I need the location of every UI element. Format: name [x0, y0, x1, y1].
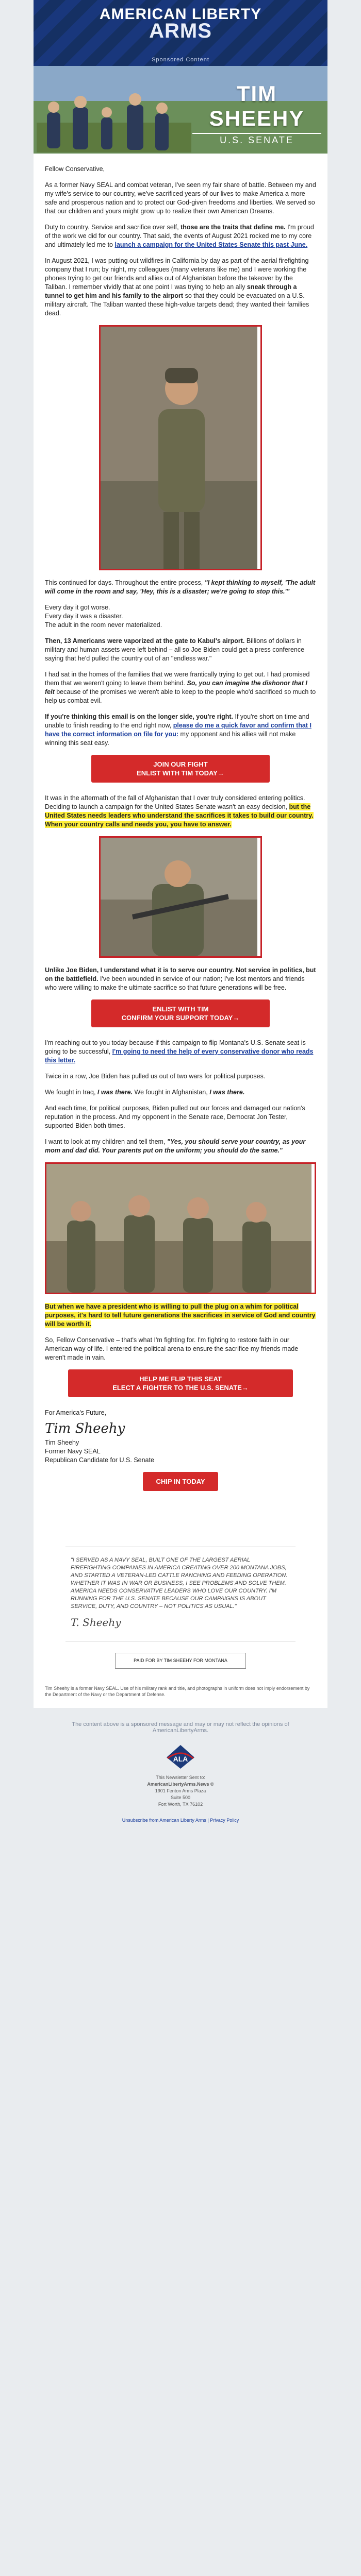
- join-fight-button[interactable]: JOIN OUR FIGHT ENLIST WITH TIM TODAY→: [91, 755, 270, 783]
- highlighted-text: But when we have a president who is willing to pull the plug on a whim for political purposes, it's hard to tell future generations the sacrifices in service of God and country will be worth it.: [45, 1303, 316, 1328]
- address-line: Suite 500: [170, 1795, 191, 1800]
- newsletter-header: [34, 0, 327, 66]
- logo-line1: AMERICAN LIBERTY: [99, 6, 262, 23]
- chip-in-button[interactable]: CHIP IN TODAY: [143, 1472, 218, 1491]
- paragraph: [45, 579, 316, 596]
- quote-signature: T. Sheehy: [71, 1616, 121, 1629]
- sponsored-label: Sponsored Content: [152, 57, 209, 63]
- bold-text: Unlike Joe Biden, I understand what it is to serve our country. Not service in politics, but on the battlefield.: [45, 967, 316, 982]
- italic-text: So, you can imagine the dishonor that I felt: [45, 680, 307, 696]
- text: If you're short on time and unable to finish reading to the end right now,: [45, 713, 309, 729]
- enlist-confirm-button[interactable]: ENLIST WITH TIM CONFIRM YOUR SUPPORT TODAY→: [91, 999, 270, 1027]
- paragraph: And each time, for political purposes, Biden pulled out our forces and damaged our nation's reputation in the process. And my opponent in the Senate race, Democrat Jon Tester, supported Biden both times.: [45, 1105, 305, 1129]
- email-footer: [34, 1708, 327, 1824]
- candidate-name: TIM SHEEHY: [209, 81, 305, 130]
- italic-quote: "I kept thinking to myself, 'The adult will come in the room and say, 'Hey, this is a disaster; we're going to stop this.'": [45, 579, 316, 595]
- footer-address: [34, 1774, 327, 1808]
- text: because of the promises we weren't able to keep to the people who'd sacrificed so much to help us combat evil.: [45, 688, 316, 704]
- paragraph: Twice in a row, Joe Biden has pulled us out of two wars for political purposes.: [45, 1073, 266, 1080]
- candidate-uniform-photo: [99, 325, 262, 570]
- paid-for-box: PAID FOR BY TIM SHEEHY FOR MONTANA: [115, 1653, 246, 1669]
- paragraph: [45, 670, 316, 705]
- italic-text: I was there.: [97, 1089, 133, 1096]
- address-line: Fort Worth, TX 76102: [158, 1802, 203, 1807]
- paragraph: As a former Navy SEAL and combat veteran, I've seen my fair share of battle. Between my and my wife's service to our country, we've sacrificed years of our lives to make America a more safe and prosperous nation and to protect our God-given freedoms and liberties. We served so that our children and yours might grow up to realize their own American Dreams.: [45, 181, 316, 215]
- ala-logo-icon: [162, 1743, 199, 1773]
- text: In August 2021, I was putting out wildfires in California by day as part of the aerial firefighting company that I run; by night, my colleagues (many veterans like me) and I were working the phones trying to get our friends and allies out of Afghanistan before the takeover by the Taliban. I remember vividly that at one point I was trying to help an ally: [45, 257, 309, 291]
- paragraph: Every day it got worse. Every day it was a disaster. The adult in the room never materialized.: [45, 604, 162, 629]
- text: I'm reaching out to you today because if this campaign to flip Montana's U.S. Senate seat is going to be successful,: [45, 1039, 306, 1055]
- paragraph: [45, 223, 316, 249]
- text: so that they could be evacuated on a U.S. military aircraft. The Taliban wanted these high-value targets dead; they wanted their families dead.: [45, 292, 309, 317]
- donor-help-link[interactable]: I'm going to need the help of every conservative donor who reads this letter.: [45, 1048, 314, 1064]
- bold-text: Then, 13 Americans were vaporized at the gate to Kabul's airport.: [45, 637, 245, 645]
- bold-text: If you're thinking this email is on the longer side, you're right.: [45, 713, 234, 720]
- paragraph: [45, 713, 316, 748]
- salutation: Fellow Conservative,: [45, 165, 105, 173]
- text: We fought in Iraq,: [45, 1089, 96, 1096]
- sign-name: Tim Sheehy: [45, 1439, 79, 1446]
- text: It was in the aftermath of the fall of Afghanistan that I over truly considered entering politics. Deciding to launch a campaign for the United States Senate wasn't an easy decision,: [45, 794, 305, 810]
- campaign-banner[interactable]: [34, 66, 327, 154]
- unsubscribe-row: [34, 1817, 327, 1824]
- unsubscribe-link[interactable]: Unsubscribe from American Liberty Arms |: [122, 1818, 209, 1823]
- paragraph: So, Fellow Conservative – that's what I'm fighting for. I'm fighting to restore faith in our American way of life. I entered the political arena to ensure the sacrifice my friends made weren't made in vain.: [45, 1336, 299, 1361]
- sign-title: Former Navy SEAL: [45, 1448, 101, 1455]
- highlighted-text: but the United States needs leaders who understand the sacrifices it takes to build our country. When your country calls and needs you, you have to answer.: [45, 803, 314, 828]
- text: my opponent and his allies will not make winning this seat easy.: [45, 731, 296, 747]
- candidate-field-photo: [99, 836, 262, 958]
- privacy-policy-link[interactable]: Privacy Policy: [210, 1818, 239, 1823]
- text: I've been wounded in service of our nation; I've lost mentors and friends who were willing to make the ultimate sacrifice so that future generations will be free.: [45, 975, 305, 991]
- paragraph: [45, 1039, 316, 1065]
- american-liberty-arms-logo[interactable]: [34, 6, 327, 42]
- text: I had sat in the homes of the families that we were frantically trying to get out. I had promised them that we weren't going to leave them behind.: [45, 671, 310, 687]
- text: Duty to country. Service and sacrifice over self,: [45, 224, 179, 231]
- candidate-office: U.S. SENATE: [192, 133, 321, 146]
- paragraph: [45, 637, 316, 663]
- banner-title-block: [192, 81, 321, 146]
- ala-logo-text: ALA: [173, 1755, 188, 1763]
- paragraph: [45, 257, 316, 318]
- quote-text: "I SERVED AS A NAVY SEAL, BUILT ONE OF THE LARGEST AERIAL FIREFIGHTING COMPANIES IN AMERICA CREATING OVER 200 MONTANA JOBS, AND STARTED A VETERAN-LED CATTLE RANCHING AND FEEDING OPERATION. WHETHER IT WAS IN WAR OR BUSINESS, I SEE PROBLEMS AND SOLVE THEM. AMERICA NEEDS CONSERVATIVE LEADERS WHO LOVE OUR COUNTRY. I'M RUNNING FOR THE U.S. SENATE BECAUSE OUR CAMPAIGNS IS ABOUT SERVICE, DUTY, AND COUNTRY – NOT POLITICS AS USUAL.": [71, 1557, 288, 1609]
- soldiers-group-photo: [45, 1162, 316, 1294]
- paragraph: [45, 1138, 316, 1155]
- spacer: [45, 1502, 316, 1533]
- paragraph: [45, 966, 316, 992]
- paragraph: [45, 794, 316, 829]
- sign-block: [45, 1438, 316, 1465]
- signature: Tim Sheehy: [45, 1421, 125, 1436]
- family-photo: [37, 81, 191, 152]
- email-container: [34, 0, 327, 1708]
- bold-text: those are the traits that define me.: [180, 224, 286, 231]
- text: Billions of dollars in military and human assets were left behind – all so Joe Biden could get a press conference saying that he'd pulled the country out of an "endless war.": [45, 637, 305, 662]
- text: I'm proud of the work we did for our country. That said, the events of August 2021 rocked me to my core and ultimately led me to: [45, 224, 314, 248]
- paragraph: [45, 1088, 316, 1097]
- sponsored-note: The content above is a sponsored message and may or may not reflect the opinions of AmericanLibertyArms.: [72, 1721, 289, 1734]
- letter-body: [34, 154, 327, 1685]
- paragraph: [45, 1302, 316, 1329]
- military-disclaimer: Tim Sheehy is a former Navy SEAL. Use of his military rank and title, and photographs in uniform does not imply endorsement by the Department of the Navy or the Department of Defense.: [45, 1686, 310, 1697]
- flip-seat-button[interactable]: HELP ME FLIP THIS SEAT ELECT A FIGHTER TO THE U.S. SENATE→: [68, 1369, 293, 1397]
- address-line: 1901 Fenton Arms Plaza: [155, 1788, 206, 1793]
- closing: For America's Future,: [45, 1409, 107, 1416]
- candidate-quote: [65, 1547, 296, 1641]
- confirm-info-link[interactable]: please do me a quick favor and confirm that I have the correct information on file for you:: [45, 722, 311, 738]
- italic-quote: "Yes, you should serve your country, as your mom and dad did. Your parents put on the uniform; you should do the same.": [45, 1138, 306, 1154]
- campaign-link[interactable]: launch a campaign for the United States Senate this past June.: [114, 241, 308, 248]
- logo-line2: ARMS: [149, 20, 212, 42]
- sign-title: Republican Candidate for U.S. Senate: [45, 1456, 154, 1464]
- brand: AmericanLibertyArms.News ©: [147, 1782, 214, 1787]
- text: I want to look at my children and tell them,: [45, 1138, 166, 1145]
- text: This continued for days. Throughout the entire process,: [45, 579, 203, 586]
- sent-by: This Newsletter Sent to:: [156, 1775, 205, 1780]
- italic-text: I was there.: [209, 1089, 245, 1096]
- bold-text: sneak through a tunnel to get him and his family to the airport: [45, 283, 297, 299]
- text: We fought in Afghanistan,: [134, 1089, 208, 1096]
